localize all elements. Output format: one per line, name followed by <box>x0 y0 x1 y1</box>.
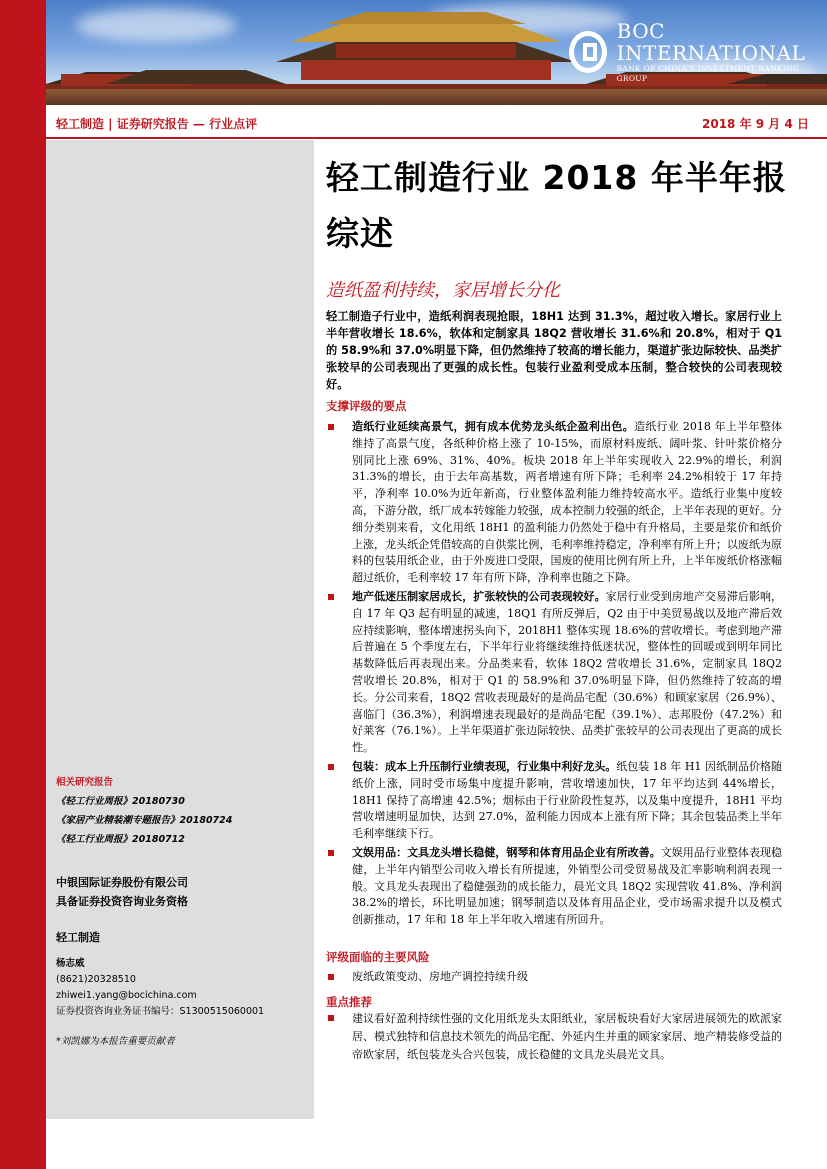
list-item <box>326 845 782 929</box>
bullet-square-icon <box>328 974 334 980</box>
risk-text: 废纸政策变动、房地产调控持续升级 <box>352 970 528 983</box>
section-heading-risk: 评级面临的主要风险 <box>326 950 430 964</box>
point-body: 家居行业受到房地产交易滞后影响，自 17 年 Q3 起有明显的减速，18Q1 有所反弹后，Q2 由于中美贸易战以及地产滞后效应持续影响，整体增速拐头向下，2018H1 整体实现 18.6%的营收增长。考虑到地产滞后普遍在 5 个季度左右，下半年行业将继续维持低迷状况，整体性的回暖或到明年同比基数降低后再表现出来。分品类来看，软体 18Q2 营收增长 31.6%，定制家具 18Q2 营收增长 20.8%，相对于 Q1 的 58.9%和 37.0%明显下降，但仍然维持了较高的增长。分公司来看，18Q2 营收表现最好的是尚品宅配（30.6%）和顾家家居（26.9%）、喜临门（36.3%），利润增速表现最好的是尚品宅配（39.1%）、志邦股份（47.2%）和好莱客（76.1%）。上半年渠道扩张边际较快、品类扩张较早的公司表现出了更高的成长性。 <box>352 589 783 755</box>
analyst-name: 杨志威 <box>56 958 85 969</box>
list-item <box>326 589 782 757</box>
bullet-square-icon <box>328 1015 334 1021</box>
recommend-text: 建议看好盈利持续性强的文化用纸龙头太阳纸业，家居板块看好大家居进展领先的欧派家居、模式独特和信息技术领先的尚品宅配、外延内生并重的顾家家居、地产精装修受益的帝欧家居，纸包装龙头合兴包装，成长稳健的文具龙头晨光文具。 <box>352 1012 782 1061</box>
related-report-item: 《轻工行业周报》20180730 <box>56 796 185 807</box>
bullet-square-icon <box>328 850 334 856</box>
risk-points-list <box>326 969 782 986</box>
logo-name: BOC INTERNATIONAL <box>616 19 806 65</box>
bullet-square-icon <box>328 424 334 430</box>
industry-label: 轻工制造 <box>56 931 100 944</box>
list-item <box>326 969 782 986</box>
analyst-phone: (8621)20328510 <box>56 974 136 985</box>
support-points-list <box>326 419 782 929</box>
report-header-bar <box>46 105 827 139</box>
point-lead: 文娱用品：文具龙头增长稳健，钢琴和体育用品企业有所改善。 <box>352 845 661 859</box>
company-qualification: 具备证券投资咨询业务资格 <box>56 895 188 908</box>
analyst-email[interactable]: zhiwei1.yang@bocichina.com <box>56 990 197 1001</box>
section-heading-recommend: 重点推荐 <box>326 995 372 1009</box>
point-body: 纸包装 18 年 H1 因纸制品价格随纸价上涨，同时受市场集中度提升影响，营收增速加快，17 年平均达到 44%增长，18H1 保持了高增速 42.5%；烟标由于行业阶段性复苏，以及集中度提升，18H1 平均营收增速明显加快，达到 27.0%，盈利能力因成本上涨有所下降；其余包装品类上半年毛利率继续下行。 <box>352 759 782 841</box>
point-lead: 地产低迷压制家居成长，扩张较快的公司表现较好。 <box>352 589 606 603</box>
section-heading-support: 支撑评级的要点 <box>326 399 407 413</box>
bullet-square-icon <box>328 594 334 600</box>
list-item <box>326 759 782 843</box>
logo-subtitle: BANK OF CHINA'S INVESTMENT BANKING GROUP <box>616 64 800 83</box>
breadcrumb: 轻工制造 | 证券研究报告 — 行业点评 <box>56 117 258 131</box>
bullet-square-icon <box>328 764 334 770</box>
sidebar <box>46 140 314 1119</box>
point-lead: 造纸行业延续高景气，拥有成本优势龙头纸企盈利出色。 <box>352 420 634 433</box>
left-red-bar <box>0 0 46 1169</box>
boc-logo-icon <box>569 31 607 73</box>
analyst-license: 证券投资咨询业务证书编号：S1300515060001 <box>56 1006 265 1017</box>
related-reports-heading: 相关研究报告 <box>56 777 114 788</box>
report-subtitle: 造纸盈利持续，家居增长分化 <box>326 280 560 301</box>
report-title: 轻工制造行业 2018 年半年报综述 <box>326 158 787 253</box>
point-body: 文娱用品行业整体表现稳健，上半年内销型公司收入增长有所提速，外销型公司受贸易战及汇率影响利润表现一般。文具龙头表现出了稳健强劲的成长能力，晨光文具 18Q2 实现营收 41.8%、净利润 38.2%的增长，环比明显加速；钢琴制造以及体育用品企业，受市场需求提升以及模式创新推动，17 年和 18 年上半年收入增速有所回升。 <box>352 845 783 927</box>
boc-logo <box>569 20 827 84</box>
point-body: 造纸行业 2018 年上半年整体维持了高景气度，各纸种价格上涨了 10-15%，而原材料废纸、阔叶浆、针叶浆价格分别同比上涨 69%、31%、40%。板块 2018 年上半年实现收入 22.9%的增长，利润 31.3%的增长，由于去年高基数，两者增速有所下降；毛利率 24.2%相较于 17 年持平，净利率 10.0%为近年新高，行业整体盈利能力维持较高水平。造纸行业集中度较高，下游分散，纸厂成本转嫁能力较强，成本控制力较强的纸企，上半年表现的更好。分细分类别来看，文化用纸 18H1 的盈利能力仍然处于稳中有升格局，主要是浆价和纸价上涨，龙头纸企凭借较高的自供浆比例，毛利率维持稳定，净利率有所上升；以废纸为原料的包装用纸企业，由于外废进口受限，国废的使用比例有所上升，上半年废纸价格涨幅超过纸价，毛利率较 17 年有所下降，净利率也随之下降。 <box>352 420 782 585</box>
report-date: 2018 年 9 月 4 日 <box>702 117 809 131</box>
contributor-note: *刘凯娜为本报告重要贡献者 <box>56 1036 175 1047</box>
recommend-points-list <box>326 1010 782 1064</box>
summary-paragraph: 轻工制造子行业中，造纸利润表现抢眼，18H1 达到 31.3%，超过收入增长。家居行业上半年营收增长 18.6%，软体和定制家具 18Q2 营收增长 31.6%和 20.8%，相对于 Q1 的 58.9%和 37.0%明显下降，但仍然维持了较高的增长能力，渠道扩张边际较快、品类扩张较早的公司表现出了更强的成长性。包装行业盈利受成本压制，整合较快的公司表现较好。 <box>326 310 782 391</box>
related-report-item: 《家居产业精装潮专题报告》20180724 <box>56 815 233 826</box>
company-name: 中银国际证券股份有限公司 <box>56 876 188 889</box>
related-report-item: 《轻工行业周报》20180712 <box>56 834 185 845</box>
point-lead: 包装：成本上升压制行业绩表现，行业集中利好龙头。 <box>352 759 617 773</box>
header-banner <box>46 0 827 105</box>
list-item <box>326 419 782 587</box>
list-item <box>326 1010 782 1064</box>
